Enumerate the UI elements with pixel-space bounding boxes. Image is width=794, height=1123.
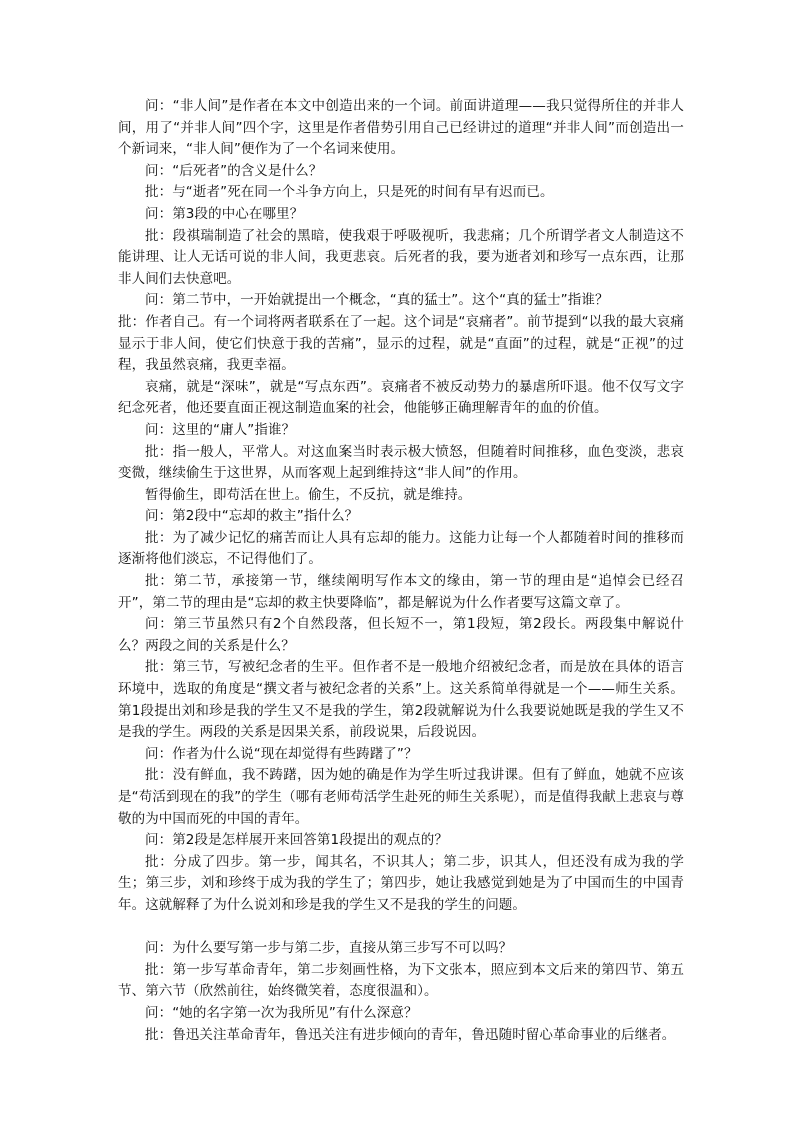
paragraph: 问：第2段是怎样展开来回答第1段提出的观点的？ xyxy=(145,832,448,849)
paragraph: 问：“非人间”是作者在本文中创造出来的一个词。前面讲道理——我只觉得所住的并非人间，用了“并非人间”四个字，这里是作者借势引用自己已经讲过的道理“并非人间”而创造出一个新词来，“非人间”便作为了一个名词来使用。 xyxy=(118,98,684,158)
paragraph: 问：第二节中，一开始就提出一个概念，“真的猛士”。这个“真的猛士”指谁？ xyxy=(145,292,609,309)
paragraph: 问：第2段中“忘却的救主”指什么？ xyxy=(145,508,359,525)
paragraph: 问：为什么要写第一步与第二步，直接从第三步写不可以吗？ xyxy=(145,940,513,957)
paragraph: 批：第二节，承接第一节，继续阐明写作本文的缘由，第一节的理由是“追悼会已经召开”，第二节的理由是“忘却的救主快要降临”，都是解说为什么作者要写这篇文章了。 xyxy=(118,573,684,611)
blank-line xyxy=(118,917,684,939)
paragraph: 批：指一般人，平常人。对这血案当时表示极大愤怒，但随着时间推移，血色变淡，悲哀变微，继续偷生于这世界，从而客观上起到维持这“非人间”的作用。 xyxy=(118,443,684,482)
paragraph: 批：分成了四步。第一步，闻其名，不识其人；第二步，识其人，但还没有成为我的学生；第三步，刘和珍终于成为我的学生了；第四步，她让我感觉到她是为了中国而生的中国青年。这就解释了为什么说刘和珍是我的学生又不是我的学生的问题。 xyxy=(118,853,684,913)
paragraph: 问：“她的名字第一次为我所见”有什么深意？ xyxy=(145,1004,418,1021)
paragraph: 问：作者为什么说“现在却觉得有些踌躇了”？ xyxy=(145,745,418,762)
paragraph: 问：这里的“庸人”指谁？ xyxy=(145,421,296,438)
paragraph: 暂得偷生，即苟活在世上。偷生，不反抗，就是维持。 xyxy=(145,486,472,503)
paragraph: 批：鲁迅关注革命青年，鲁迅关注有进步倾向的青年，鲁迅随时留心革命事业的后继者。 xyxy=(145,1026,676,1043)
paragraph: 批：作者自己。有一个词将两者联系在了一起。这个词是“哀痛者”。前节提到“以我的最大哀痛显示于非人间，使它们快意于我的苦痛”，显示的过程，就是“直面”的过程，就是“正视”的过程，我虽然哀痛，我更幸福。 xyxy=(118,313,684,374)
paragraph: 批：段祺瑞制造了社会的黑暗，使我艰于呼吸视听，我悲痛；几个所谓学者文人制造这不能讲理、让人无话可说的非人间，我更悲哀。后死者的我，要为逝者刘和珍写一点东西，让那非人间们去快意吧。 xyxy=(118,227,684,287)
paragraph: 批：第三节，写被纪念者的生平。但作者不是一般地介绍被纪念者，而是放在具体的语言环境中，选取的角度是“撰文者与被纪念者的关系”上。这关系简单得就是一个——师生关系。第1段提出刘和珍是我的学生又不是我的学生，第2段就解说为什么我要说她既是我的学生又不是我的学生。两段的关系是因果关系，前段说果，后段说因。 xyxy=(118,659,684,741)
paragraph: 批：第一步写革命青年，第二步刻画性格，为下文张本，照应到本文后来的第四节、第五节、第六节（欣然前往，始终微笑着，态度很温和）。 xyxy=(118,961,684,1000)
paragraph: 哀痛，就是“深味”，就是“写点东西”。哀痛者不被反动势力的暴虐所吓退。他不仅写文字纪念死者，他还要直面正视这制造血案的社会，他能够正确理解青年的血的价值。 xyxy=(118,378,684,417)
document-body xyxy=(118,96,684,1046)
paragraph: 批：为了减少记忆的痛苦而让人具有忘却的能力。这能力让每一个人都随着时间的推移而逐渐将他们淡忘，不记得他们了。 xyxy=(118,529,684,568)
paragraph: 批：没有鲜血，我不踌躇，因为她的确是作为学生听过我讲课。但有了鲜血，她就不应该是“苟活到现在的我”的学生（哪有老师苟活学生赴死的师生关系呢），而是值得我献上悲哀与尊敬的为中国而死的中国的青年。 xyxy=(118,767,684,827)
paragraph: 问：第3段的中心在哪里？ xyxy=(145,205,304,222)
paragraph: 问：第三节虽然只有2个自然段落，但长短不一，第1段短，第2段长。两段集中解说什么？两段之间的关系是什么？ xyxy=(118,616,684,654)
paragraph: 批：与“逝者”死在同一个斗争方向上，只是死的时间有早有迟而已。 xyxy=(145,184,554,201)
paragraph: 问：“后死者”的含义是什么？ xyxy=(145,162,323,179)
